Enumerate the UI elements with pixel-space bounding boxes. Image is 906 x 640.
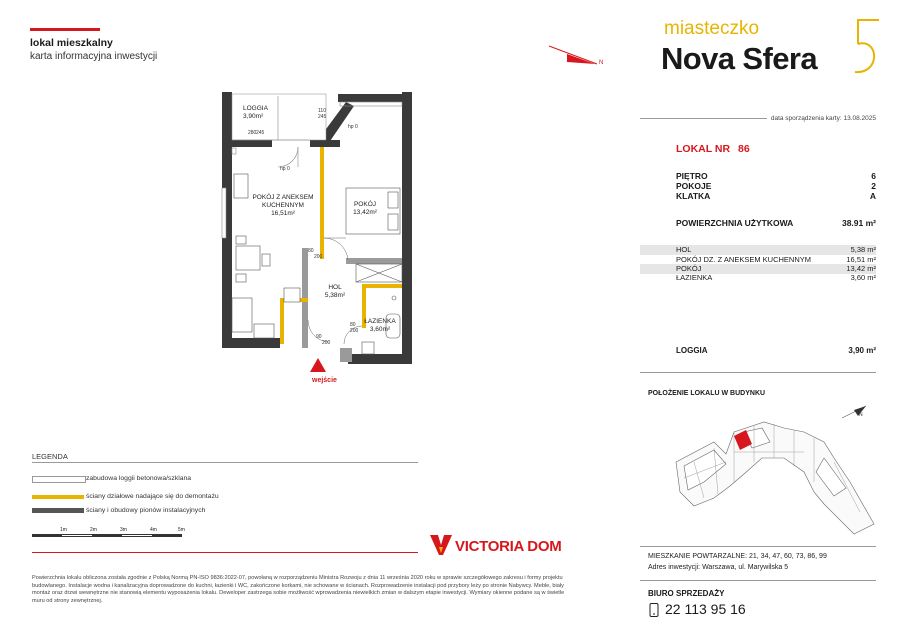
area-value: 3,60 m² bbox=[850, 273, 876, 282]
phone-icon bbox=[648, 603, 660, 617]
dim-label: 90 bbox=[316, 334, 322, 340]
room-area: 5,38m² bbox=[324, 292, 346, 299]
sales-office-label: BIURO SPRZEDAŻY bbox=[648, 589, 725, 598]
loggia-label: LOGGIA bbox=[676, 346, 708, 355]
area-name: ŁAZIENKA bbox=[676, 273, 713, 282]
unit-label: LOKAL NR bbox=[676, 143, 731, 155]
investment-address: Adres inwestycji: Warszawa, ul. Marywilska 5 bbox=[648, 564, 789, 571]
scale-label: 1m bbox=[60, 527, 67, 533]
usable-area-value: 38.91 m² bbox=[841, 218, 876, 228]
room-bedroom bbox=[350, 201, 380, 217]
svg-text:N: N bbox=[599, 60, 604, 66]
floor-row bbox=[676, 171, 876, 181]
room-name: POKÓJ Z ANEKSEM KUCHENNYM bbox=[252, 194, 314, 209]
entry-label: wejście bbox=[312, 377, 337, 384]
stair-row bbox=[676, 191, 876, 201]
footnote: Powierzchnia lokalu obliczona została zgodnie z Polską Normą PN-ISO 9836:2022-07, powołaną w rozporządzeniu Ministra Rozwoju z dnia 11 września 2020 roku w sprawie szczegółowego zakresu i formy projektu budowlanego. Instalacje wodna i kanalizacyjna doprowadzone do kuchni, łazienki i WC, zakończone korkami, nie schowane w ścianach. Rozprowadzenie instalacji pod przybory leży po stronie Nabywcy. Meble, biały montaż oraz drzwi wewnętrzne nie stanowią elementu wyposażenia lokalu. Deweloper zastrzega sobie możliwość wprowadzenia niewielkich zmian w dalszym etapie inwestycji. Wymiary okienne podane są w świetle muru od strony zewnętrznej. bbox=[32, 575, 565, 604]
unit-number: 86 bbox=[737, 143, 750, 155]
room-area: 3,60m² bbox=[369, 326, 391, 333]
north-arrow-icon bbox=[545, 42, 607, 70]
unit-number-heading bbox=[676, 143, 750, 155]
entry-arrow-icon bbox=[310, 358, 326, 372]
svg-text:N: N bbox=[859, 412, 863, 418]
stair-value: A bbox=[869, 191, 876, 201]
divider bbox=[32, 552, 418, 553]
scale-label: 2m bbox=[90, 527, 97, 533]
floor-plan bbox=[218, 88, 418, 378]
dim-label: 110 bbox=[318, 108, 326, 114]
room-name: HOL bbox=[328, 284, 342, 291]
dim-label: 80 bbox=[308, 248, 314, 254]
issue-date: data sporządzenia karty: 13.08.2025 bbox=[767, 115, 876, 123]
victoria-dom-logo-icon bbox=[430, 533, 452, 557]
dim-label: hp 0 bbox=[280, 166, 290, 172]
room-hall bbox=[320, 284, 350, 300]
usable-area-row bbox=[676, 218, 876, 228]
logo-main-text: Nova Sfera bbox=[661, 41, 817, 76]
legend-swatch-structural bbox=[32, 508, 84, 513]
room-name: LOGGIA bbox=[243, 105, 268, 112]
legend-title: LEGENDA bbox=[32, 452, 68, 461]
floor-value: 6 bbox=[871, 171, 876, 181]
rooms-label: POKOJE bbox=[676, 181, 712, 191]
stair-label: KLATKA bbox=[676, 191, 711, 201]
logo-top-text: miasteczko bbox=[664, 18, 760, 39]
building-position-title: POŁOŻENIE LOKALU W BUDYNKU bbox=[648, 390, 766, 397]
developer-name: VICTORIA DOM bbox=[455, 538, 562, 555]
legend-swatch-loggia bbox=[32, 476, 86, 483]
area-row-hol bbox=[640, 245, 876, 255]
legend-swatch-removable bbox=[32, 495, 84, 499]
room-area: 13,42m² bbox=[353, 209, 377, 216]
rooms-row bbox=[676, 181, 876, 191]
divider bbox=[640, 372, 876, 373]
scale-label: 5m bbox=[178, 527, 185, 533]
dim-label: hp 0 bbox=[348, 124, 358, 130]
area-value: 16,51 m² bbox=[846, 255, 876, 264]
room-living bbox=[246, 194, 320, 218]
area-name: POKÓJ bbox=[676, 264, 702, 273]
repeated-units: MIESZKANIE POWTARZALNE: 21, 34, 47, 60, 73, 86, 99 bbox=[648, 553, 827, 560]
legend-text-structural: ściany i obudowy pionów instalacyjnych bbox=[86, 507, 206, 514]
room-name: POKÓJ bbox=[353, 201, 377, 208]
divider bbox=[640, 580, 876, 581]
room-loggia bbox=[243, 105, 268, 121]
loggia-row bbox=[676, 346, 876, 355]
legend-text-loggia: zabudowa loggii betonowa/szklana bbox=[86, 475, 192, 482]
scale-label: 3m bbox=[120, 527, 127, 533]
legend-text-removable: ściany działowe nadające się do demontażu bbox=[86, 493, 219, 500]
dim-label: 200 bbox=[322, 340, 331, 346]
room-area: 3,90m² bbox=[243, 113, 264, 120]
loggia-value: 3,90 m² bbox=[848, 346, 876, 355]
area-value: 5,38 m² bbox=[850, 245, 876, 254]
dim-label: 80 bbox=[350, 322, 356, 328]
floor-label: PIĘTRO bbox=[676, 171, 708, 181]
dim-label: 245 bbox=[318, 114, 327, 120]
room-area: 16,51m² bbox=[271, 210, 295, 217]
usable-area-label: POWIERZCHNIA UŻYTKOWA bbox=[676, 218, 794, 228]
area-row-bathroom bbox=[640, 273, 876, 283]
scale-bar bbox=[32, 527, 185, 537]
dim-label: 200 bbox=[314, 254, 323, 260]
building-key-plan bbox=[674, 402, 878, 538]
document-title: lokal mieszkalny bbox=[30, 37, 113, 49]
area-name: HOL bbox=[676, 245, 692, 254]
area-value: 13,42 m² bbox=[846, 264, 876, 273]
sales-phone[interactable]: 22 113 95 16 bbox=[665, 601, 746, 617]
room-bathroom bbox=[360, 318, 400, 334]
brand-logo bbox=[655, 16, 885, 76]
room-name: ŁAZIENKA bbox=[364, 318, 396, 325]
area-name: POKÓJ DZ. Z ANEKSEM KUCHENNYM bbox=[676, 255, 812, 264]
dim-label: 200 bbox=[350, 328, 359, 334]
logo-five-icon bbox=[853, 18, 883, 76]
dim-label: 280 bbox=[248, 130, 257, 136]
divider bbox=[32, 462, 418, 463]
header-accent-bar bbox=[30, 28, 100, 31]
scale-label: 4m bbox=[150, 527, 157, 533]
divider bbox=[640, 546, 876, 547]
document-subtitle: karta informacyjna inwestycji bbox=[30, 51, 158, 62]
rooms-value: 2 bbox=[871, 181, 876, 191]
dim-label: 245 bbox=[256, 130, 265, 136]
